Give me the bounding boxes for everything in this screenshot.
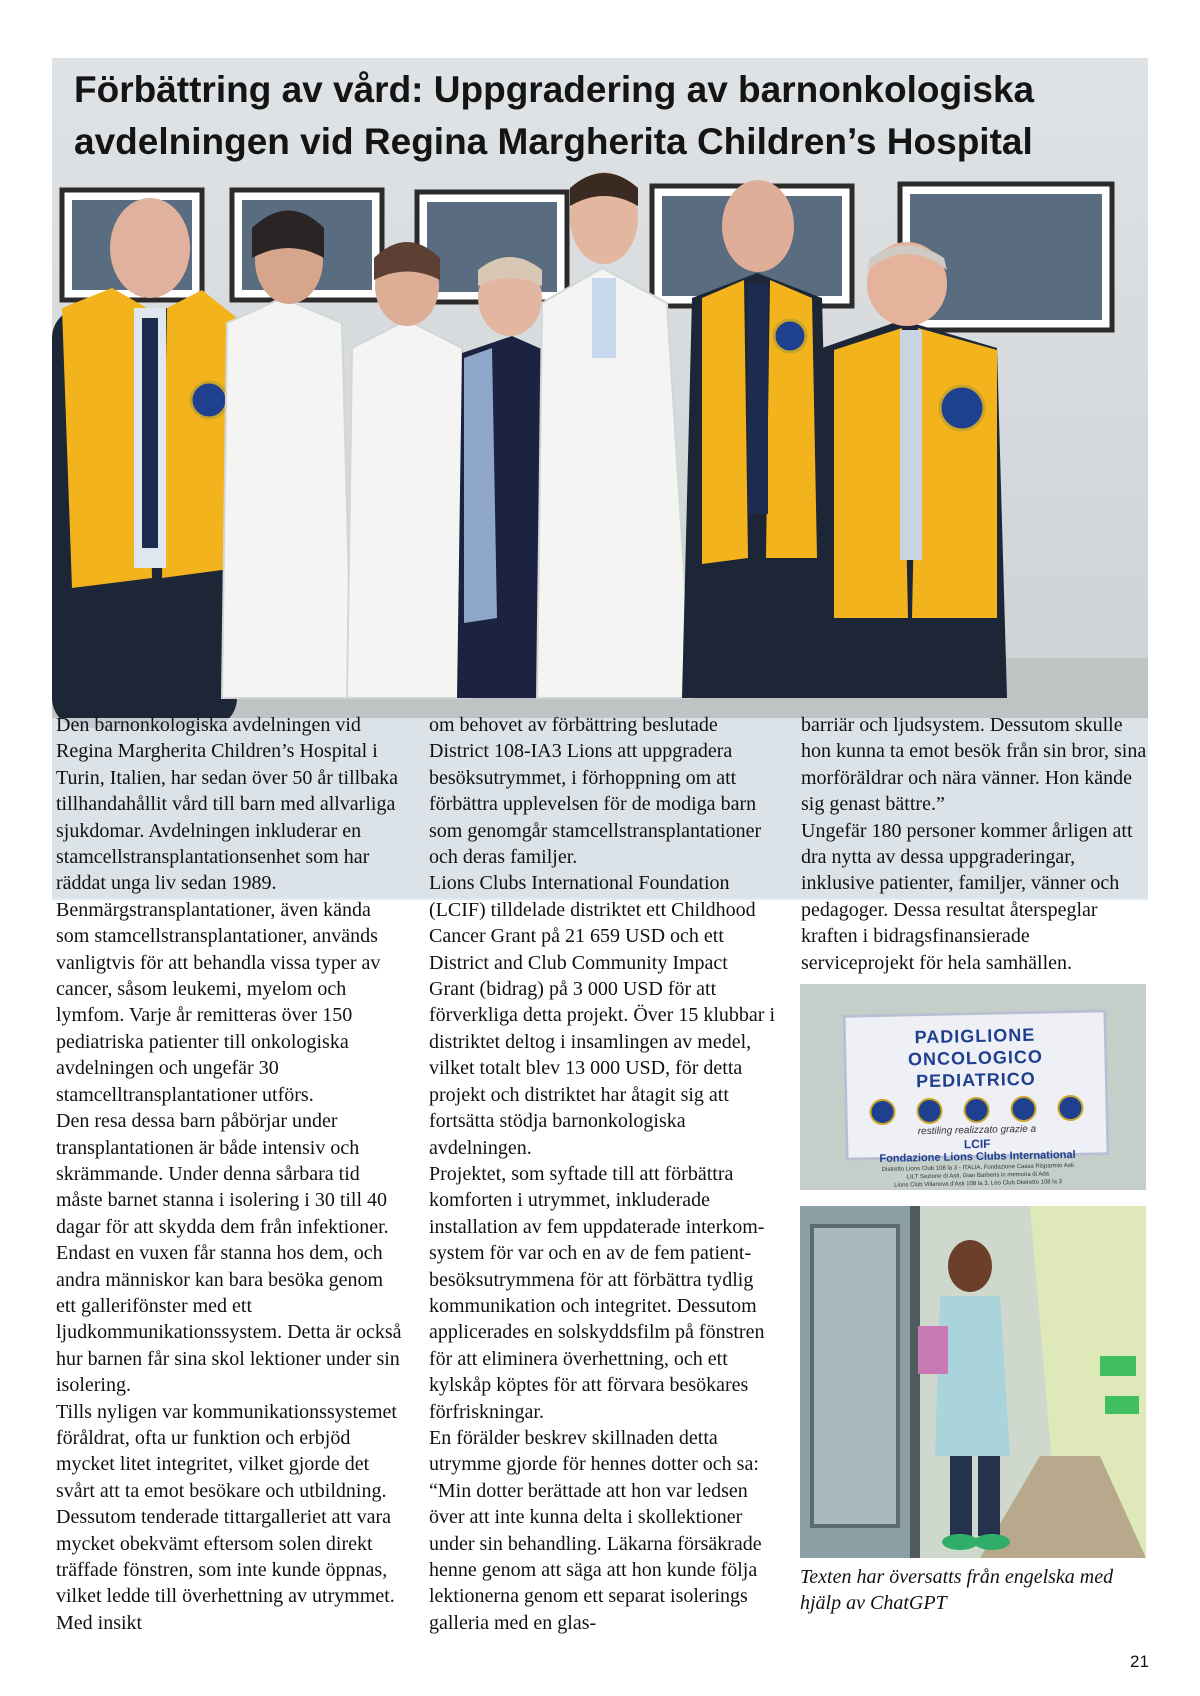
article-column-1 — [56, 712, 408, 1636]
corridor-photo — [800, 1206, 1146, 1558]
corridor-illustration — [800, 1206, 1146, 1558]
oncology-sign — [843, 1009, 1110, 1189]
article-column-2 — [429, 712, 775, 1636]
article-title: Förbättring av vård: Uppgradering av barnonkologiska avdelningen vid Regina Margherita Children’s Hospital — [74, 69, 1035, 162]
lilt-logo-icon — [1010, 1096, 1037, 1123]
lions-logo-icon — [870, 1099, 897, 1126]
paragraph: Den barnonkologiska avdelningen vid Regina Margherita Children’s Hospital i Turin, Italien, har sedan över 50 år tillbaka tillhandahållit vård till barn med allvarliga sjukdomar. Avdelningen inkluderar en stamcellstransplantationsenhet som har räddat unga liv sedan 1989. Benmärgstransplantationer, även kända som stamcellstransplantationer, används vanligtvis för att behandla vissa typer av cancer, såsom leukemi, myelom och lymfom. Varje år remitteras över 150 pediatriska patienter till onkologiska avdelningen och ungefär 30 stamcelltransplantationer utförs. — [56, 714, 398, 1106]
paragraph: Ungefär 180 personer kommer årligen att dra nytta av dessa uppgraderingar, inklusive patienter, familjer, vänner och pedagoger. Dessa resultat återspeglar kraften i bidragsfinansierade serviceprojekt för hela samhällen. — [801, 819, 1133, 974]
sign-line-1: PADIGLIONE ONCOLOGICO — [907, 1024, 1044, 1070]
paragraph: om behovet av förbättring beslutade District 108-IA3 Lions att uppgradera besöksutrymmet, i förhoppning om att förbättra upplevelsen för de modiga barn som genomgår stamcellstransplantationer och deras familjer. — [429, 714, 762, 869]
sign-lcif: LCIF — [963, 1136, 991, 1152]
sign-sponsors-3: Lions Club Villanova d'Asti 108 la 3, Leo Club Distretto 108 la 3 — [894, 1179, 1063, 1189]
sign-foundation: Fondazione Lions Clubs International — [879, 1148, 1076, 1166]
foundation-logo-icon — [916, 1098, 943, 1125]
sign-script: restiling realizzato grazie a — [917, 1123, 1037, 1138]
sign-photo — [800, 984, 1146, 1190]
lions-district-logo-icon — [963, 1097, 990, 1124]
paragraph: En förälder beskrev skillnaden detta utrymme gjorde för hennes dotter och sa: “Min dotter berättade att hon var ledsen över att inte kunna delta i skollektioner under sin behandling. Läkarna försäkrade henne genom att säga att hon kunde följa lektionerna genom ett separat isolerings galleria med en glas- — [429, 1426, 762, 1634]
paragraph: barriär och ljudsystem. Dessutom skulle hon kunna ta emot besök från sin bror, sina morföräldrar och nära vänner. Hon kände sig genast bättre.” — [801, 714, 1147, 816]
paragraph: Tills nyligen var kommunikationssystemet föråldrat, ofta ur funktion och erbjöd mycket litet integritet, vilket gjorde det svårt att ta emot besökare och utbildning. Dessutom tenderade tittargalleriet att vara mycket obekvämt eftersom solen direkt träffade fönstren, som inte kunde öppnas, vilket ledde till överhettning av utrymmet. Med insikt — [56, 1400, 397, 1634]
leo-logo-icon — [1057, 1095, 1084, 1122]
sign-line-2: PEDIATRICO — [915, 1068, 1036, 1092]
sign-sponsors-2: LILT Sezione di Asti, Gian Barberis in memoria di Ada — [906, 1171, 1050, 1181]
article-column-3 — [801, 712, 1147, 976]
paragraph: Lions Clubs International Foundation (LCIF) tilldelade distriktet ett Childhood Cancer Grant på 21 659 USD och ett District and Club Community Impact Grant (bidrag) på 3 000 USD för att förverkliga detta projekt. Över 15 klubbar i distriktet deltog i insamlingen av medel, vilket totalt blev 13 000 USD, för detta projekt och distriktet har åtagit sig att fortsätta stödja barnonkologiska avdelningen. — [429, 872, 775, 1159]
sign-logos — [859, 1095, 1093, 1126]
paragraph: Projektet, som syftade till att förbättra komforten i utrymmet, inkluderade installation av fem uppdaterade interkom-system för var och en av de fem patient-besöksutrymmena för att förbättra tydlig kommunikation och integritet. Dessutom applicerades en solskyddsfilm på fönstren för att eliminera överhettning, och ett kylskåp köptes för att förvara besökares förfriskningar. — [429, 1162, 765, 1423]
page-number: 21 — [1130, 1652, 1149, 1671]
paragraph: Den resa dessa barn påbörjar under transplantationen är både intensiv och skrämmande. Under denna sårbara tid måste barnet stanna i isolering i 30 till 40 dagar för att skydda dem från infektioner. Endast en vuxen får stanna hos dem, och andra människor kan bara besöka genom ett gallerifönster med ett ljudkommunikationssystem. Detta är också hur barnen får sina skol lektioner under sin isolering. — [56, 1110, 402, 1397]
translation-caption: Texten har översatts från engelska med hjälp av ChatGPT — [800, 1566, 1114, 1614]
sign-sponsors-1: Distretto Lions Club 108 la 3 - ITALIA, Fondazione Cassa Risparmio Asti — [881, 1162, 1074, 1173]
